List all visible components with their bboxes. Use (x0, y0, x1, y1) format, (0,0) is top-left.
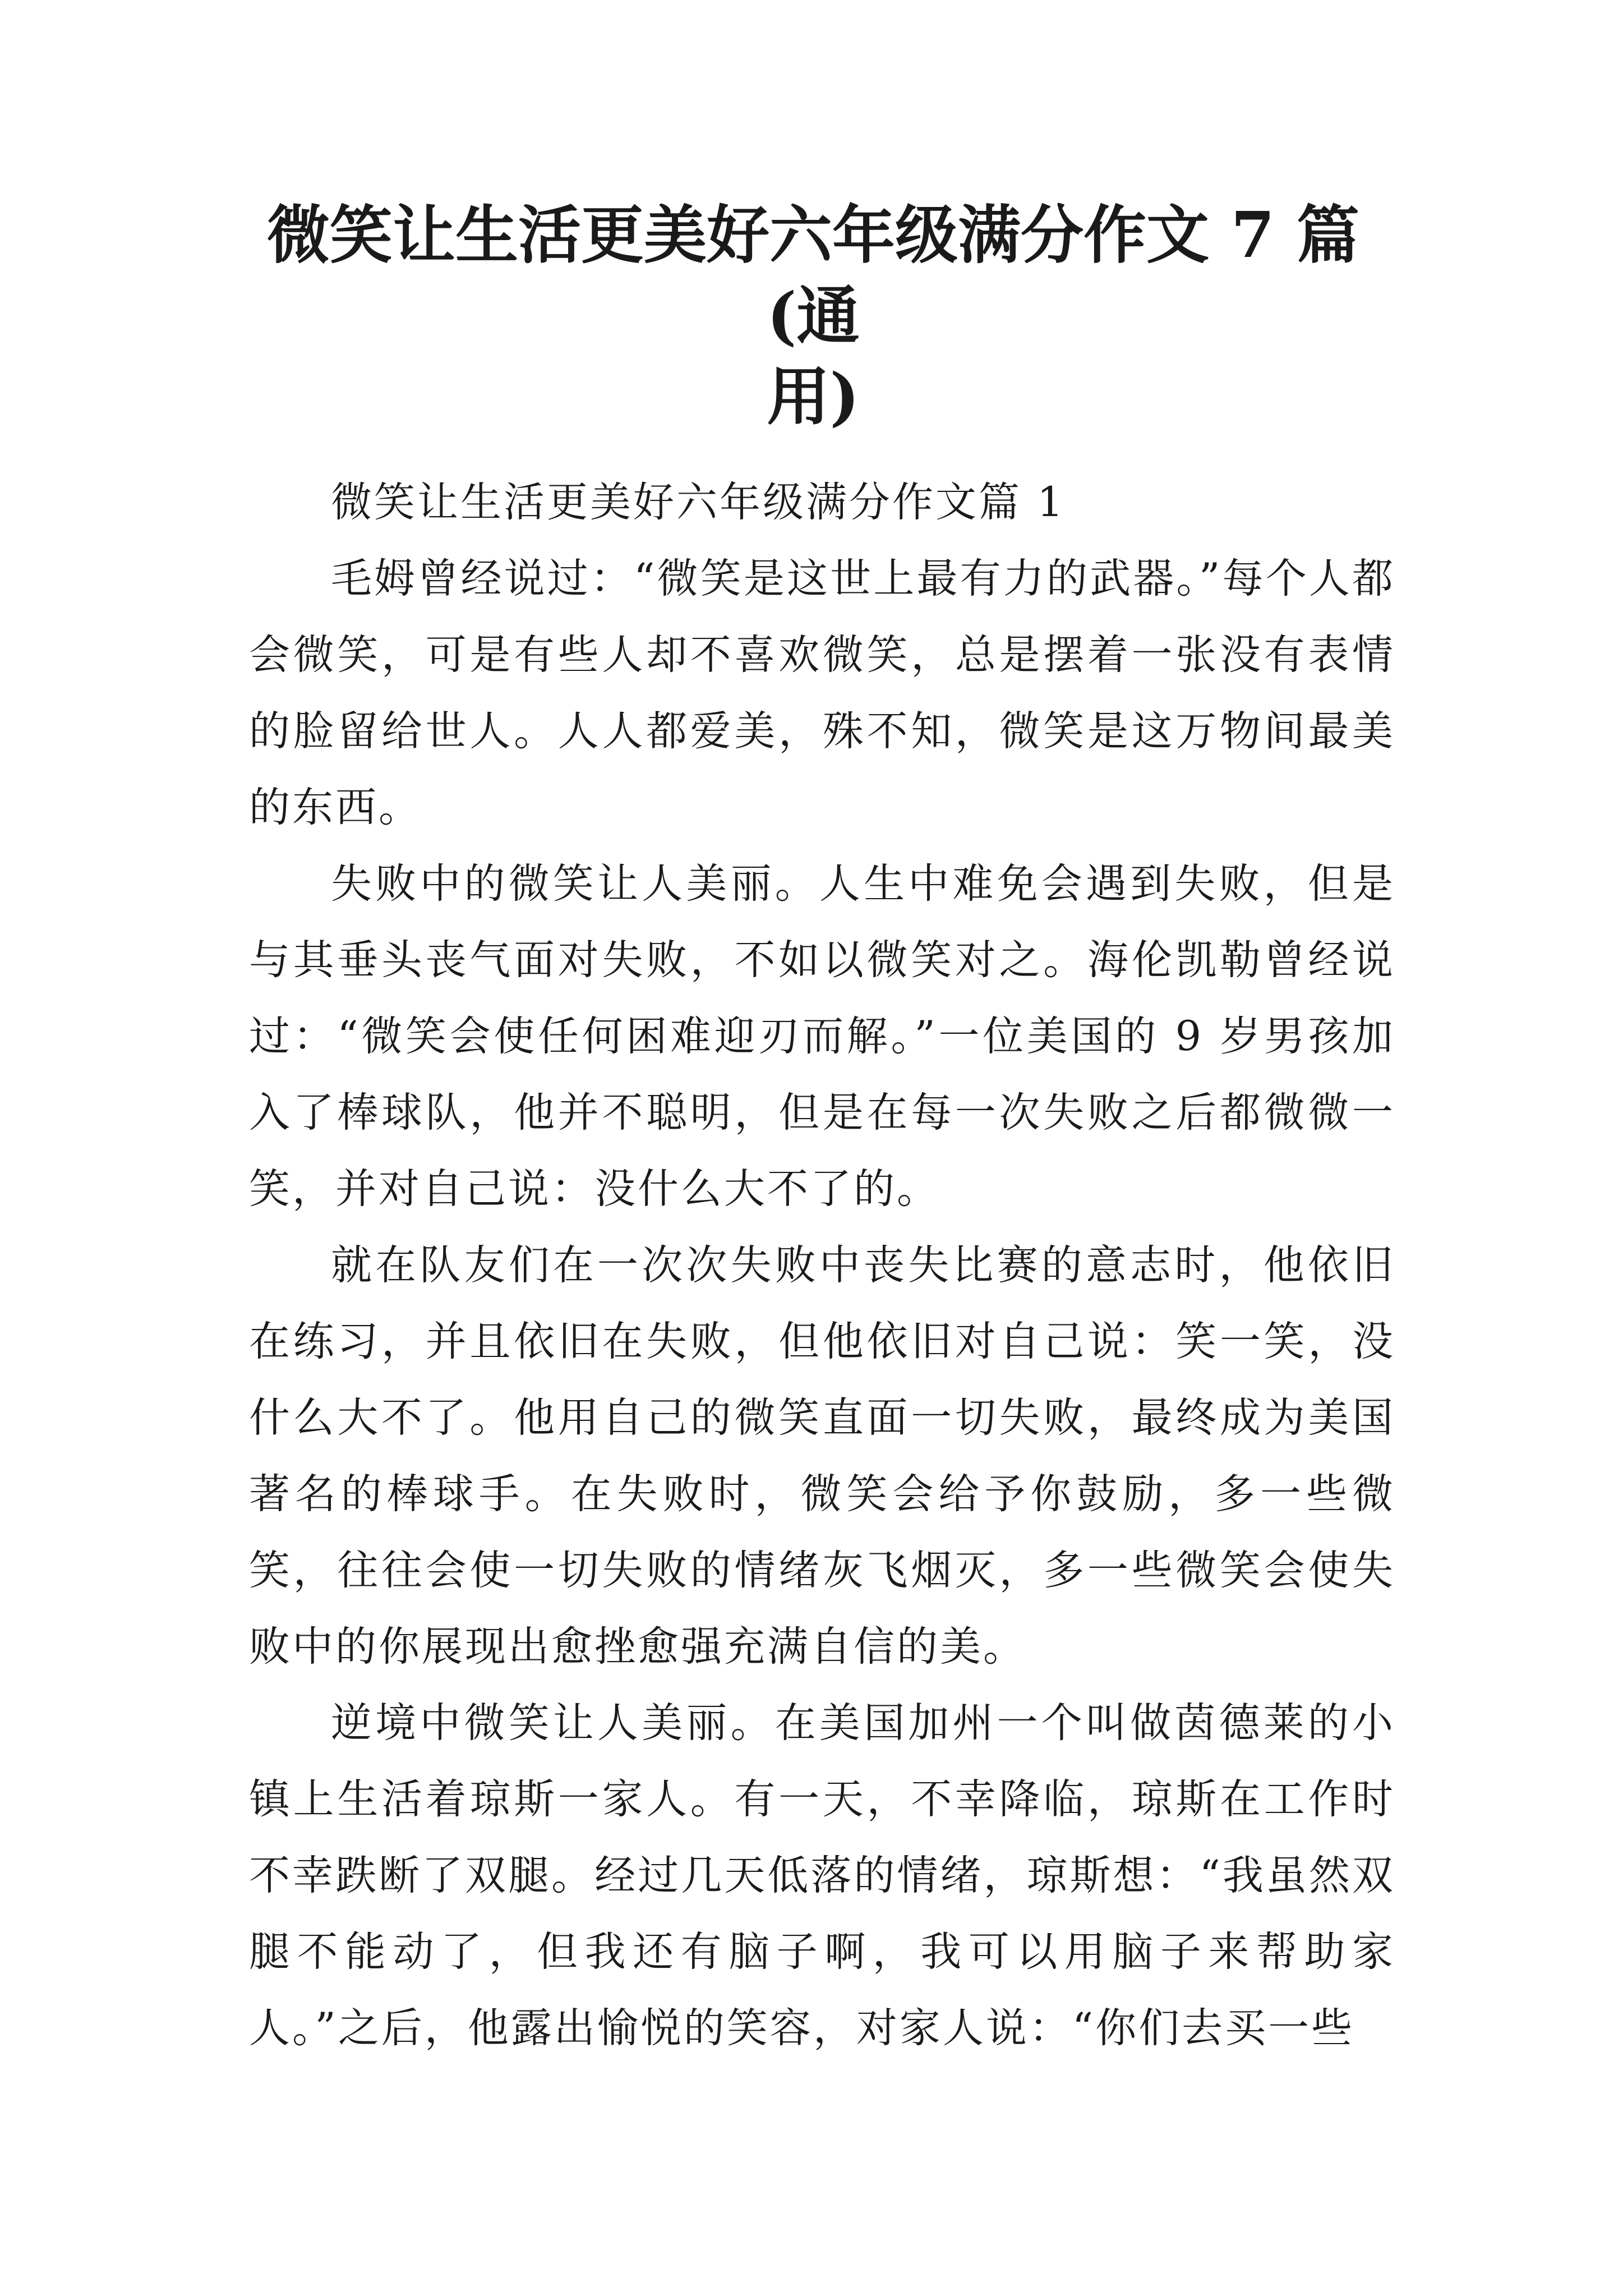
paragraph: 逆境中微笑让人美丽。在美国加州一个叫做茵德莱的小镇上生活着琼斯一家人。有一天，不幸降临，琼斯在工作时不幸跌断了双腿。经过几天低落的情绪，琼斯想：“我虽然双腿不能动了，但我还有脑子啊，我可以用脑子来帮助家人。”之后，他露出愉悦的笑容，对家人说：“你们去买一些 (249, 1699, 1395, 2052)
title-line-1: 微笑让生活更美好六年级满分作文 7 篇(通 (267, 199, 1359, 353)
document-body (249, 464, 1395, 2067)
title-line-2: 用) (767, 360, 860, 434)
paragraph: 失败中的微笑让人美丽。人生中难免会遇到失败，但是与其垂头丧气面对失败，不如以微笑对之。海伦凯勒曾经说过：“微笑会使任何困难迎刃而解。”一位美国的 9 岁男孩加入了棒球队，他并不聪明，但是在每一次失败之后都微微一笑，并对自己说：没什么大不了的。 (249, 860, 1395, 1213)
section-heading: 微笑让生活更美好六年级满分作文篇 1 (331, 478, 1066, 526)
paragraph: 就在队友们在一次次失败中丧失比赛的意志时，他依旧在练习，并且依旧在失败，但他依旧对自己说：笑一笑，没什么大不了。他用自己的微笑直面一切失败，最终成为美国著名的棒球手。在失败时，微笑会给予你鼓励，多一些微笑，往往会使一切失败的情绪灰飞烟灭，多一些微笑会使失败中的你展现出愈挫愈强充满自信的美。 (249, 1241, 1395, 1671)
paragraph: 毛姆曾经说过：“微笑是这世上最有力的武器。”每个人都会微笑，可是有些人却不喜欢微笑，总是摆着一张没有表情的脸留给世人。人人都爱美，殊不知，微笑是这万物间最美的东西。 (249, 555, 1395, 831)
document-title (241, 195, 1385, 438)
